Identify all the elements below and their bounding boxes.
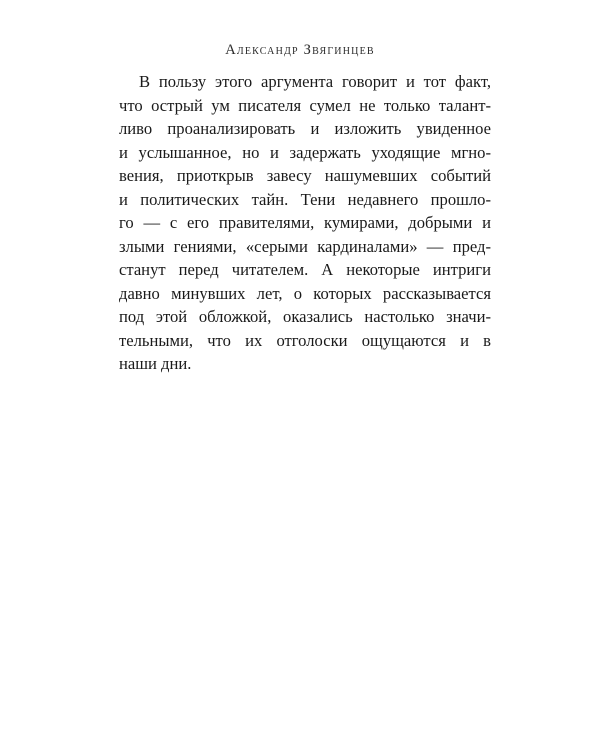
- body-paragraph: [119, 70, 491, 376]
- text-line: и услышанное, но и задержать уходящие мгно-: [119, 142, 491, 162]
- text-line: вения, приоткрыв завесу нашумевших событий: [119, 166, 491, 185]
- text-line: го — с его правителями, кумирами, добрыми и: [119, 213, 491, 232]
- text-line: и политических тайн. Тени недавнего прошло-: [119, 189, 491, 209]
- text-line: наши дни.: [119, 354, 192, 373]
- text-line: злыми гениями, «серыми кардиналами» — пред-: [119, 236, 491, 256]
- running-head-author: Александр Звягинцев: [225, 42, 375, 58]
- text-line: станут перед читателем. А некоторые интриги: [119, 260, 491, 279]
- text-line: под этой обложкой, оказались настолько значи-: [119, 307, 491, 326]
- text-line: тельными, что их отголоски ощущаются и в: [119, 330, 491, 350]
- text-line: В пользу этого аргумента говорит и тот факт,: [139, 72, 491, 91]
- text-line: что острый ум писателя сумел не только талант-: [119, 95, 491, 115]
- text-line: давно минувших лет, о которых рассказывается: [119, 283, 491, 303]
- text-line: ливо проанализировать и изложить увиденное: [119, 119, 491, 138]
